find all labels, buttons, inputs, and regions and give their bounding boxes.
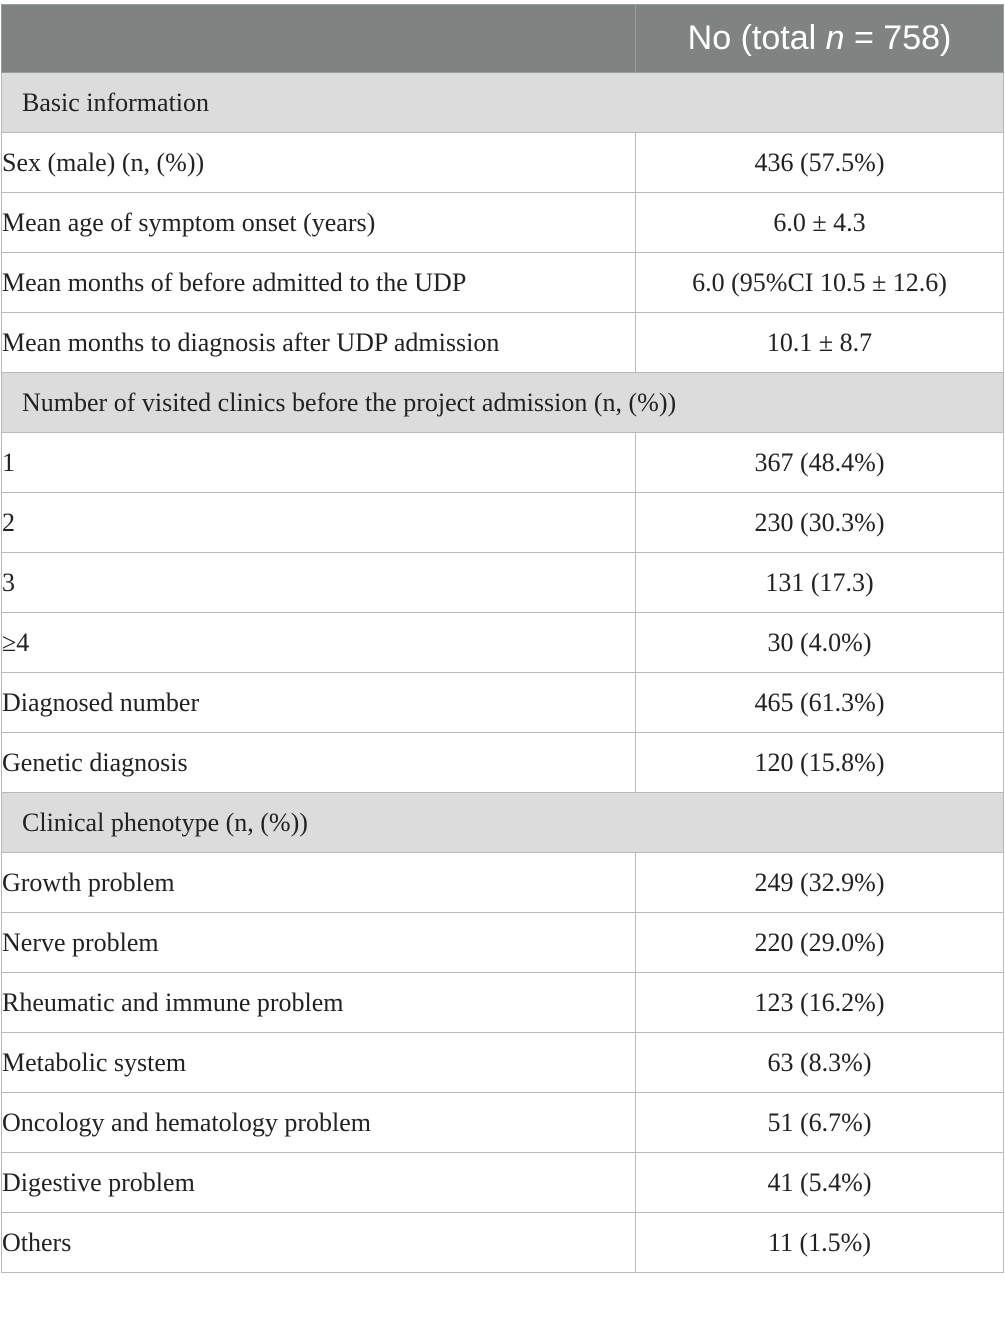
row-label: Oncology and hematology problem	[2, 1093, 636, 1153]
row-value: 6.0 (95%CI 10.5 ± 12.6)	[636, 253, 1004, 313]
section-header-row	[2, 73, 1004, 133]
table-body	[2, 73, 1004, 1273]
row-label: Growth problem	[2, 853, 636, 913]
table-row	[2, 673, 1004, 733]
row-label: 2	[2, 493, 636, 553]
row-value: 63 (8.3%)	[636, 1033, 1004, 1093]
row-value: 220 (29.0%)	[636, 913, 1004, 973]
table-row	[2, 1213, 1004, 1273]
table-row	[2, 493, 1004, 553]
row-value: 120 (15.8%)	[636, 733, 1004, 793]
row-label: Sex (male) (n, (%))	[2, 133, 636, 193]
row-label: 3	[2, 553, 636, 613]
section-header-row	[2, 373, 1004, 433]
table-row	[2, 613, 1004, 673]
section-label: Number of visited clinics before the project admission (n, (%))	[2, 373, 1004, 433]
table-row	[2, 253, 1004, 313]
row-value: 249 (32.9%)	[636, 853, 1004, 913]
row-label: 1	[2, 433, 636, 493]
table-row	[2, 1033, 1004, 1093]
section-label: Clinical phenotype (n, (%))	[2, 793, 1004, 853]
table-row	[2, 1093, 1004, 1153]
data-table	[1, 4, 1004, 1273]
table-row	[2, 853, 1004, 913]
row-label: Others	[2, 1213, 636, 1273]
row-value: 123 (16.2%)	[636, 973, 1004, 1033]
row-label: Genetic diagnosis	[2, 733, 636, 793]
row-label: ≥4	[2, 613, 636, 673]
table-row	[2, 313, 1004, 373]
row-value: 51 (6.7%)	[636, 1093, 1004, 1153]
row-value: 367 (48.4%)	[636, 433, 1004, 493]
header-variable: n	[825, 19, 845, 57]
row-value: 465 (61.3%)	[636, 673, 1004, 733]
row-label: Mean age of symptom onset (years)	[2, 193, 636, 253]
section-label: Basic information	[2, 73, 1004, 133]
row-value: 6.0 ± 4.3	[636, 193, 1004, 253]
table-row	[2, 553, 1004, 613]
section-header-row	[2, 793, 1004, 853]
row-value: 436 (57.5%)	[636, 133, 1004, 193]
row-label: Digestive problem	[2, 1153, 636, 1213]
table-row	[2, 913, 1004, 973]
row-label: Metabolic system	[2, 1033, 636, 1093]
header-cell-count	[636, 5, 1004, 73]
row-value: 131 (17.3)	[636, 553, 1004, 613]
row-value: 11 (1.5%)	[636, 1213, 1004, 1273]
header-prefix: No (total	[687, 19, 826, 57]
header-suffix: = 758)	[844, 19, 952, 57]
row-label: Mean months to diagnosis after UDP admission	[2, 313, 636, 373]
row-label: Nerve problem	[2, 913, 636, 973]
table-row	[2, 133, 1004, 193]
table-row	[2, 433, 1004, 493]
table-row	[2, 973, 1004, 1033]
table-header-row	[2, 5, 1004, 73]
row-label: Diagnosed number	[2, 673, 636, 733]
table-row	[2, 733, 1004, 793]
row-label: Mean months of before admitted to the UDP	[2, 253, 636, 313]
header-cell-label	[2, 5, 636, 73]
row-value: 10.1 ± 8.7	[636, 313, 1004, 373]
row-value: 230 (30.3%)	[636, 493, 1004, 553]
table-row	[2, 1153, 1004, 1213]
table-row	[2, 193, 1004, 253]
row-label: Rheumatic and immune problem	[2, 973, 636, 1033]
row-value: 30 (4.0%)	[636, 613, 1004, 673]
row-value: 41 (5.4%)	[636, 1153, 1004, 1213]
